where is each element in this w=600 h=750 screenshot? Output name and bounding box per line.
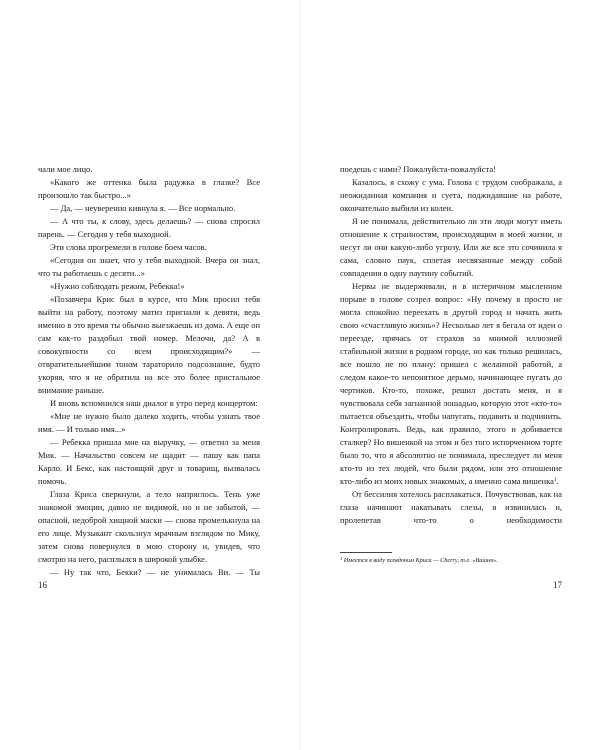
paragraph-text: От бессилия хотелось расплакаться. Почувствовав, как на глаза начинают накатывать слезы, я извинилась и, пролепетав что-то о необходимости <box>340 489 562 525</box>
footnote-reference: 1 <box>553 477 557 483</box>
footnote-mark: 1 <box>340 556 343 561</box>
paragraph-text: — Ну так что, Бекки? — не унималась Ви. — Ты <box>50 567 260 577</box>
paragraph <box>38 410 260 436</box>
paragraph-text: поедешь с нами? Пожалуйста-пожалуйста! <box>340 164 496 174</box>
paragraph <box>340 176 562 215</box>
paragraph: Нервы не выдерживали, и в истеричном мысленном порыве в голове созрел вопрос: «Ну почему я просто не могла спокойно переехать в другой город и начать жить свою «счастливую жизнь»? Несколько лет я бегала от идеи о переезде, прячась от страхов за мнимой иллюзией стабильной жизни в родном городе, но как только решилась, все пошло не по плану: пришел с желанной работой, а следом какое-то непонятное дерьмо, начинающее пугать до чертиков. Кто-то, похоже, решил достать меня, и я чувствовала себя загнанной лошадью, которую этот «кто-то» пытается объездить, чтобы напугать, подавить и подчинить. Контролировать. Ведь, как правило, этого и добивается сталкер? Но вишенкой на этом и без того испорченном торте было то, что я абсолютно не понимала, преследует ли меня кто-то из тех людей, что были рядом, или это отношение кто-либо из моих новых знакомых, а именно сама вишенка$^1$. <box>340 281 562 486</box>
paragraph-text: Эти слова прогремели в голове боем часов. <box>50 242 207 252</box>
page-number-left: 16 <box>38 580 47 590</box>
paragraph <box>38 293 260 397</box>
footnote-text: Имеется в виду псевдоним Криса — Cherry, т.е. «Вишня». <box>343 557 498 564</box>
paragraph <box>38 202 260 215</box>
paragraph <box>38 566 260 579</box>
paragraph-text: чали мое лицо. <box>38 164 93 174</box>
paragraph <box>340 215 562 280</box>
paragraph-text: «Какого же оттенка была радужка в глазке? Все произошло так быстро...» <box>38 177 260 200</box>
paragraph-text: «Мне не нужно было далеко ходить, чтобы узнать твое имя. — И только имя...» <box>38 411 260 434</box>
left-page-text <box>38 163 260 579</box>
paragraph-text: — Ребекка пришла мне на выручку, — ответил за меня Мик. — Начальство совсем не щадит — пашу как папа Карло. И Бекс, как настоящий друг и товарищ, вызвалась помочь. <box>38 437 260 486</box>
paragraph-text: «Сегодня он знает, что у тебя выходной. Вчера он знал, что ты работаешь с десяти...» <box>38 255 260 278</box>
page-number-right: 17 <box>553 580 562 590</box>
paragraph-text: «Позавчера Крис был в курсе, что Мик просил тебя выйти на работу, поэтому матиз пригнали к девяти, ведь именно в это время ты обычно выезжаешь из дома. А еще он сам как-то раздобыл твой номер. Мелочи, да? А в совокупности со всем происходящим?» — отвратительнейшим тоном тараторило подсознание, будто укоряя, что я не обратила на все это более пристальное внимание раньше. <box>38 294 260 395</box>
paragraph-text: Казалось, я схожу с ума. Голова с трудом соображала, а неожиданная компания и суета, поджидавшие на работе, окончательно выбили из колеи. <box>340 177 562 213</box>
book-gutter <box>299 0 301 750</box>
paragraph-text: — Да, — неуверенно кивнула я. — Все нормально. <box>50 203 236 213</box>
paragraph <box>38 488 260 566</box>
paragraph <box>38 241 260 254</box>
paragraph-text: — А что ты, к слову, здесь делаешь? — снова спросил парень. — Сегодня у тебя выходной. <box>38 216 260 239</box>
paragraph <box>38 436 260 488</box>
paragraph-text: Глаза Криса сверкнули, а тело напряглось. Тень уже знакомой эмоции, давно не видимой, но и не забытой, — опасной, недоброй хищной маски — снова промелькнула на его лице. Музыкант скользнул мрачным взглядом по Мику, затем снова повернулся в мою сторону и, увидев, что смотрю на него, расплылся в широкой улыбке. <box>38 489 260 564</box>
paragraph <box>38 215 260 241</box>
paragraph-text: Я не понимала, действительно ли эти люди могут иметь отношение к странностям, происходящим в моей жизни, и несут ли они какую-либо угрозу. Или же все это сочинила я сама, словно паук, сплетая несвязанные между собой совпадения в одну паутину событий. <box>340 216 562 278</box>
paragraph <box>340 488 562 527</box>
paragraph-text: «Нужно соблюдать режим, Ребекка!» <box>50 281 185 291</box>
paragraph <box>38 163 260 176</box>
footnote-rule <box>340 552 392 553</box>
paragraph <box>38 254 260 280</box>
paragraph <box>38 280 260 293</box>
paragraph <box>38 397 260 410</box>
paragraph <box>340 163 562 176</box>
paragraph-text: И вновь вспомнился наш диалог в утро перед концертом: <box>50 398 258 408</box>
footnote <box>340 557 562 565</box>
paragraph <box>38 176 260 202</box>
paragraph-text: Нервы не выдерживали, и в истеричном мысленном порыве в голове созрел вопрос: «Ну почему я просто не могла спокойно переехать в другой город и начать жить свою «счастливую жизнь»? Несколько лет я бегала от идеи о переезде, прячась от страхов за мнимой иллюзией стабильной жизни в родном городе, но как только решилась, все пошло не по плану: пришел с желанной работой, а следом какое-то непонятное дерьмо, начинающее пугать до чертиков. Кто-то, похоже, решил достать меня, и я чувствовала себя загнанной лошадью, которую этот «кто-то» пытается объездить, чтобы напугать, подавить и подчинить. Контролировать. Ведь, как правило, этого и добивается сталкер? Но вишенкой на этом и без того испорченном торте было то, что я абсолютно не понимала, преследует ли меня кто-то из тех людей, что были рядом, или это отношение кто-либо из моих новых знакомых, а именно сама вишенка <box>340 281 562 486</box>
right-page-text <box>340 163 562 527</box>
